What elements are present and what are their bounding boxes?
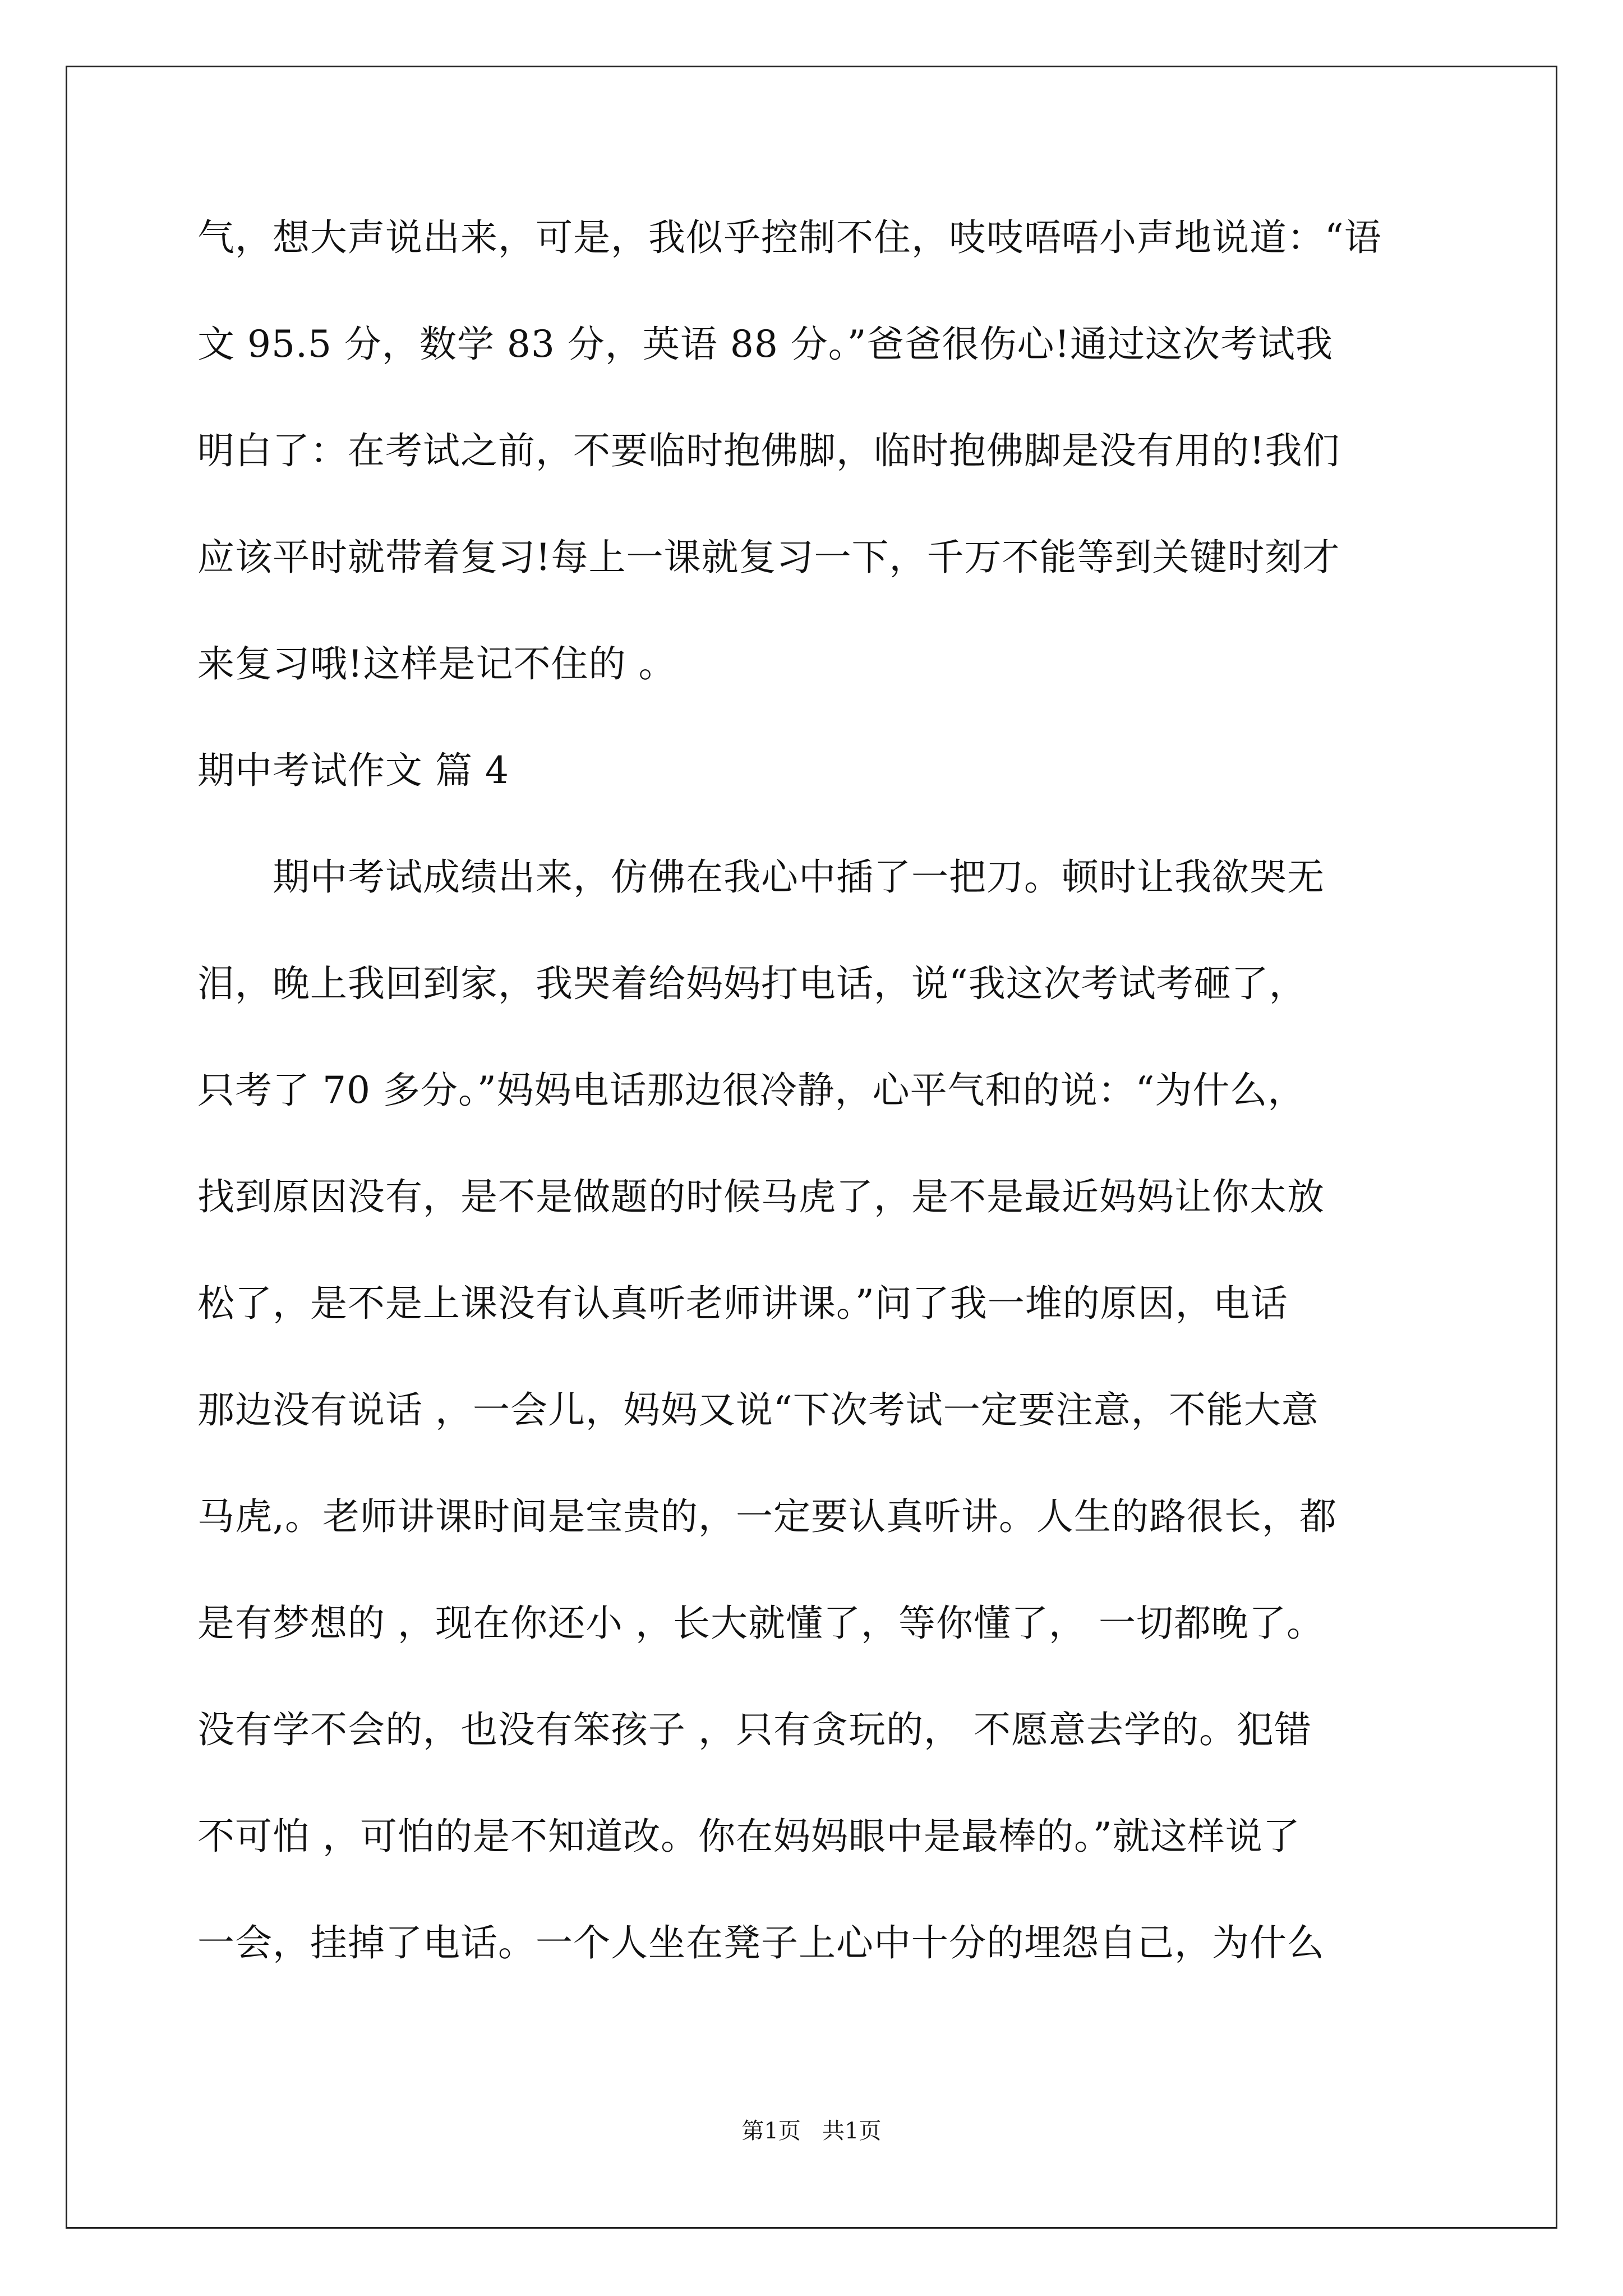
section-line-10: 不可怕 ，可怕的是不知道改。你在妈妈眼中是最棒的。”就这样说了 xyxy=(197,1815,1301,1858)
body-line-3: 明白了：在考试之前，不要临时抱佛脚，临时抱佛脚是没有用的!我们 xyxy=(197,429,1340,472)
section-line-11: 一会，挂掉了电话。一个人坐在凳子上心中十分的埋怨自己，为什么 xyxy=(197,1921,1325,1964)
page-footer: 第1页 共1页 xyxy=(741,2118,882,2144)
section-line-6: 那边没有说话 ，一会儿，妈妈又说“下次考试一定要注意，不能大意 xyxy=(197,1388,1319,1432)
section-heading: 期中考试作文 篇 4 xyxy=(197,749,509,792)
body-line-5: 来复习哦!这样是记不住的 。 xyxy=(197,642,676,685)
section-line-5: 松了，是不是上课没有认真听老师讲课。”问了我一堆的原因，电话 xyxy=(197,1282,1288,1325)
section-line-8: 是有梦想的 ，现在你还小 ，长大就懂了，等你懂了， 一切都晚了。 xyxy=(197,1602,1324,1645)
section-line-1: 期中考试成绩出来，仿佛在我心中插了一把刀。顿时让我欲哭无 xyxy=(197,855,1325,899)
body-line-1: 气，想大声说出来，可是，我似乎控制不住，吱吱唔唔小声地说道：“语 xyxy=(197,216,1382,259)
body-line-4: 应该平时就带着复习!每上一课就复习一下，千万不能等到关键时刻才 xyxy=(197,536,1340,579)
section-line-2: 泪，晚上我回到家，我哭着给妈妈打电话，说“我这次考试考砸了， xyxy=(197,962,1307,1005)
section-line-9: 没有学不会的，也没有笨孩子 ，只有贪玩的， 不愿意去学的。犯错 xyxy=(197,1708,1312,1751)
section-line-7: 马虎,。老师讲课时间是宝贵的，一定要认真听讲。人生的路很长，都 xyxy=(197,1495,1337,1538)
body-line-2: 文 95.5 分，数学 83 分，英语 88 分。”爸爸很伤心!通过这次考试我 xyxy=(197,323,1334,366)
page-border xyxy=(66,66,1557,2229)
section-line-4: 找到原因没有，是不是做题的时候马虎了，是不是最近妈妈让你太放 xyxy=(197,1175,1325,1218)
section-line-3: 只考了 70 多分。”妈妈电话那边很冷静，心平气和的说：“为什么， xyxy=(197,1069,1306,1112)
